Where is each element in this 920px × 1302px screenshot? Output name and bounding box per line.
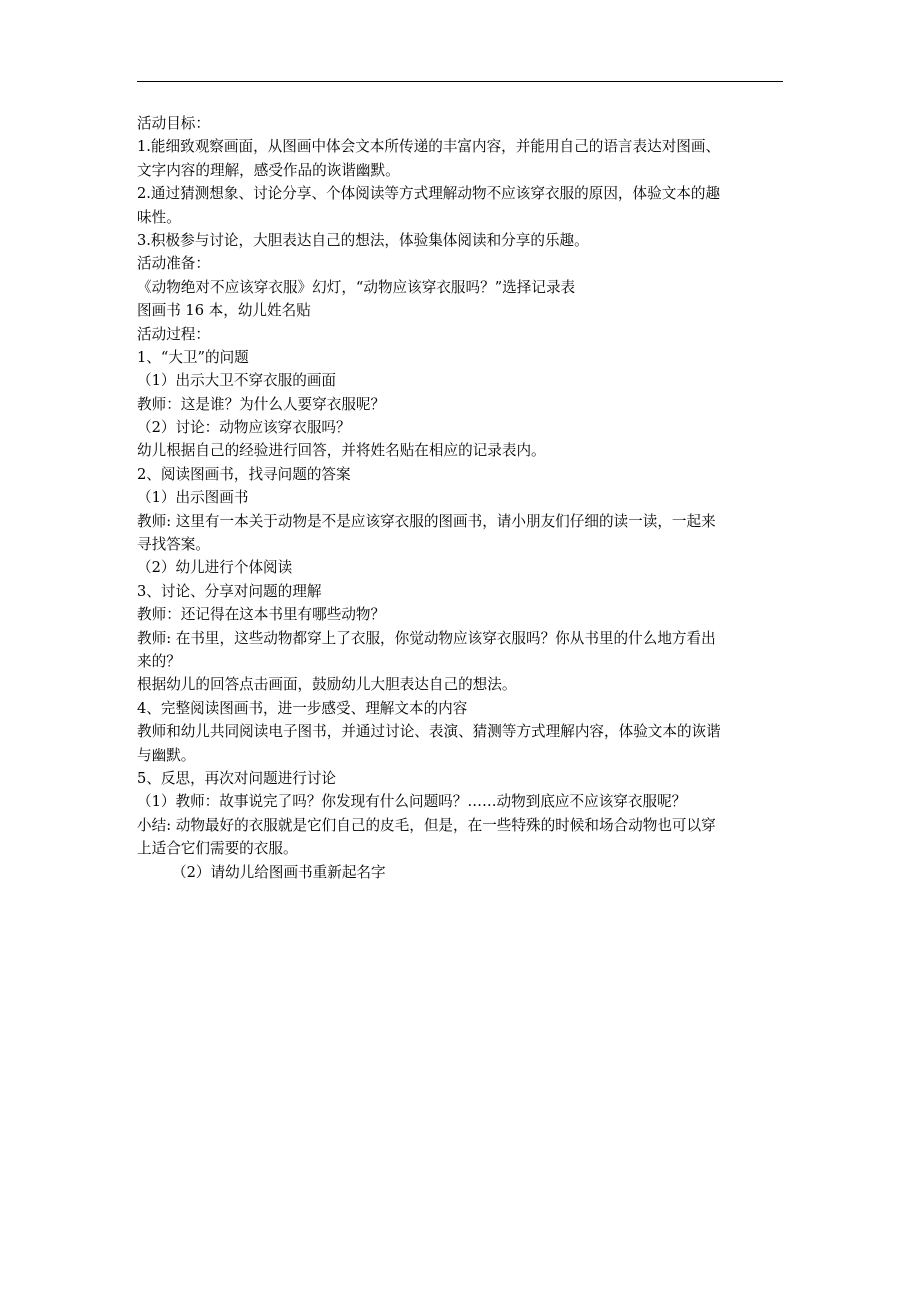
step-heading: 5、反思，再次对问题进行讨论 xyxy=(137,769,337,787)
text-line: 小结: 动物最好的衣服就是它们自己的皮毛，但是，在一些特殊的时候和场合动物也可以穿 xyxy=(137,816,716,834)
text-line: 味性。 xyxy=(137,208,181,226)
text-line: 与幽默。 xyxy=(137,746,196,764)
step-heading: 1、“大卫”的问题 xyxy=(137,348,249,366)
section-heading-process: 活动过程： xyxy=(137,325,210,343)
text-line-indented: （2）请幼儿给图画书重新起名字 xyxy=(172,863,386,881)
header-rule xyxy=(137,81,783,82)
text-line: 文字内容的理解，感受作品的诙谐幽默。 xyxy=(137,161,400,179)
text-line: 上适合它们需要的衣服。 xyxy=(137,840,298,858)
text-line: 教师：还记得在这本书里有哪些动物？ xyxy=(137,606,386,624)
text-line: （1）出示图画书 xyxy=(137,489,249,507)
text-line: 1.能细致观察画面，从图画中体会文本所传递的丰富内容，并能用自己的语言表达对图画、 xyxy=(137,138,721,156)
text-line: 来的？ xyxy=(137,652,181,670)
text-line: 寻找答案。 xyxy=(137,536,210,554)
document-body xyxy=(137,112,787,884)
step-heading: 4、完整阅读图画书，进一步感受、理解文本的内容 xyxy=(137,699,468,717)
text-line: 2.通过猜测想象、讨论分享、个体阅读等方式理解动物不应该穿衣服的原因，体验文本的趣 xyxy=(137,185,721,203)
text-line: 教师: 这里有一本关于动物是不是应该穿衣服的图画书，请小朋友们仔细的读一读，一起来 xyxy=(137,512,716,530)
text-line: 《动物绝对不应该穿衣服》幻灯，“动物应该穿衣服吗？”选择记录表 xyxy=(137,278,576,296)
text-line: 教师和幼儿共同阅读电子图书，并通过讨论、表演、猜测等方式理解内容，体验文本的诙谐 xyxy=(137,723,721,741)
text-line: 教师：这是谁？为什么人要穿衣服呢？ xyxy=(137,395,386,413)
text-line: （1）出示大卫不穿衣服的画面 xyxy=(137,372,337,390)
text-line: 幼儿根据自己的经验进行回答，并将姓名贴在相应的记录表内。 xyxy=(137,442,546,460)
section-heading-goals: 活动目标： xyxy=(137,115,210,132)
step-heading: 3、讨论、分享对问题的理解 xyxy=(137,582,322,600)
text-line: 教师: 在书里，这些动物都穿上了衣服，你觉动物应该穿衣服吗？你从书里的什么地方看出 xyxy=(137,629,716,647)
step-heading: 2、阅读图画书，找寻问题的答案 xyxy=(137,465,351,483)
text-line: 图画书 16 本，幼儿姓名贴 xyxy=(137,302,311,320)
text-line: 3.积极参与讨论，大胆表达自己的想法，体验集体阅读和分享的乐趣。 xyxy=(137,231,589,249)
text-line: （1）教师：故事说完了吗？你发现有什么问题吗？……动物到底应不应该穿衣服呢？ xyxy=(137,793,687,811)
text-line: 根据幼儿的回答点击画面，鼓励幼儿大胆表达自己的想法。 xyxy=(137,676,517,694)
text-line: （2）幼儿进行个体阅读 xyxy=(137,559,293,577)
text-line: （2）讨论：动物应该穿衣服吗？ xyxy=(137,419,351,437)
section-heading-preparation: 活动准备： xyxy=(137,255,210,273)
